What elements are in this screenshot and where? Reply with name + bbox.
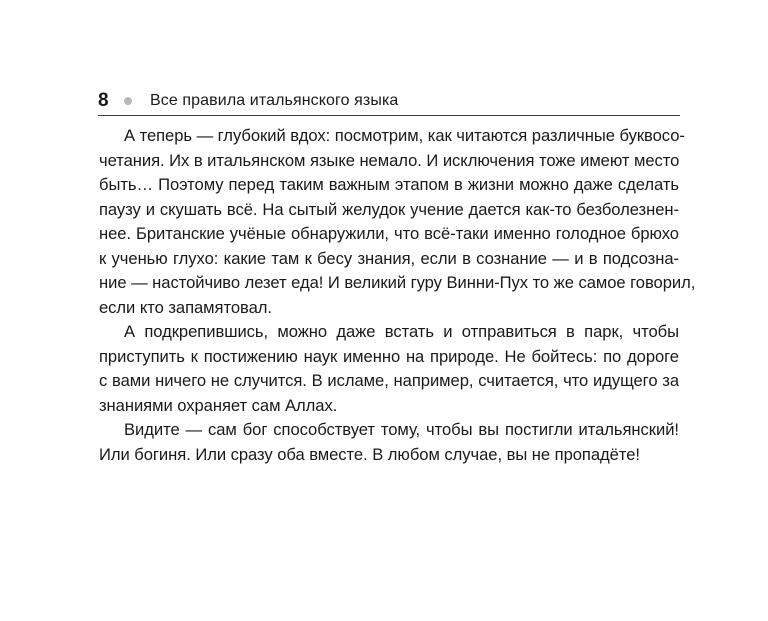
running-header [98, 86, 680, 116]
paragraph [99, 418, 679, 467]
page-number: 8 [98, 89, 109, 111]
text-line: если кто запамятовал. [99, 297, 272, 317]
text-line: А подкрепившись, можно даже встать и отправиться в парк, чтобы [124, 322, 679, 341]
bullet-separator [124, 97, 132, 105]
running-title: Все правила итальянского языка [150, 91, 399, 109]
text-line: с вами ничего не случится. В исламе, например, считается, что идущего за [99, 371, 679, 390]
text-line: паузу и скушать всё. На сытый желудок учение дается как-то безболезнен- [99, 199, 679, 219]
text-line: Или богиня. Или сразу оба вместе. В любом случае, вы не пропадёте! [99, 444, 640, 464]
paragraph [99, 320, 679, 418]
text-line: Видите — сам бог способствует тому, чтобы вы постигли итальянский! [124, 420, 679, 439]
paragraph [99, 124, 696, 320]
text-line: быть… Поэтому перед таким важным этапом в жизни можно даже сделать [99, 175, 679, 194]
body-text [99, 124, 696, 467]
text-line: четания. Их в итальянском языке немало. И исключения тоже имеют место [99, 150, 680, 170]
text-line: А теперь — глубокий вдох: посмотрим, как читаются различные буквосо- [124, 126, 685, 145]
text-line: к ученью глухо: какие там к бесу знания, если в сознание — и в подсозна- [99, 248, 679, 268]
text-line: знаниями охраняет сам Аллах. [99, 395, 338, 415]
text-line: приступить к постижению наук именно на природе. Не бойтесь: по дороге [99, 346, 679, 366]
text-line: нее. Британские учёные обнаружили, что всё-таки именно голодное брюхо [99, 224, 679, 243]
text-line: ние — настойчиво лезет еда! И великий гуру Винни-Пух то же самое говорил, [99, 273, 696, 292]
